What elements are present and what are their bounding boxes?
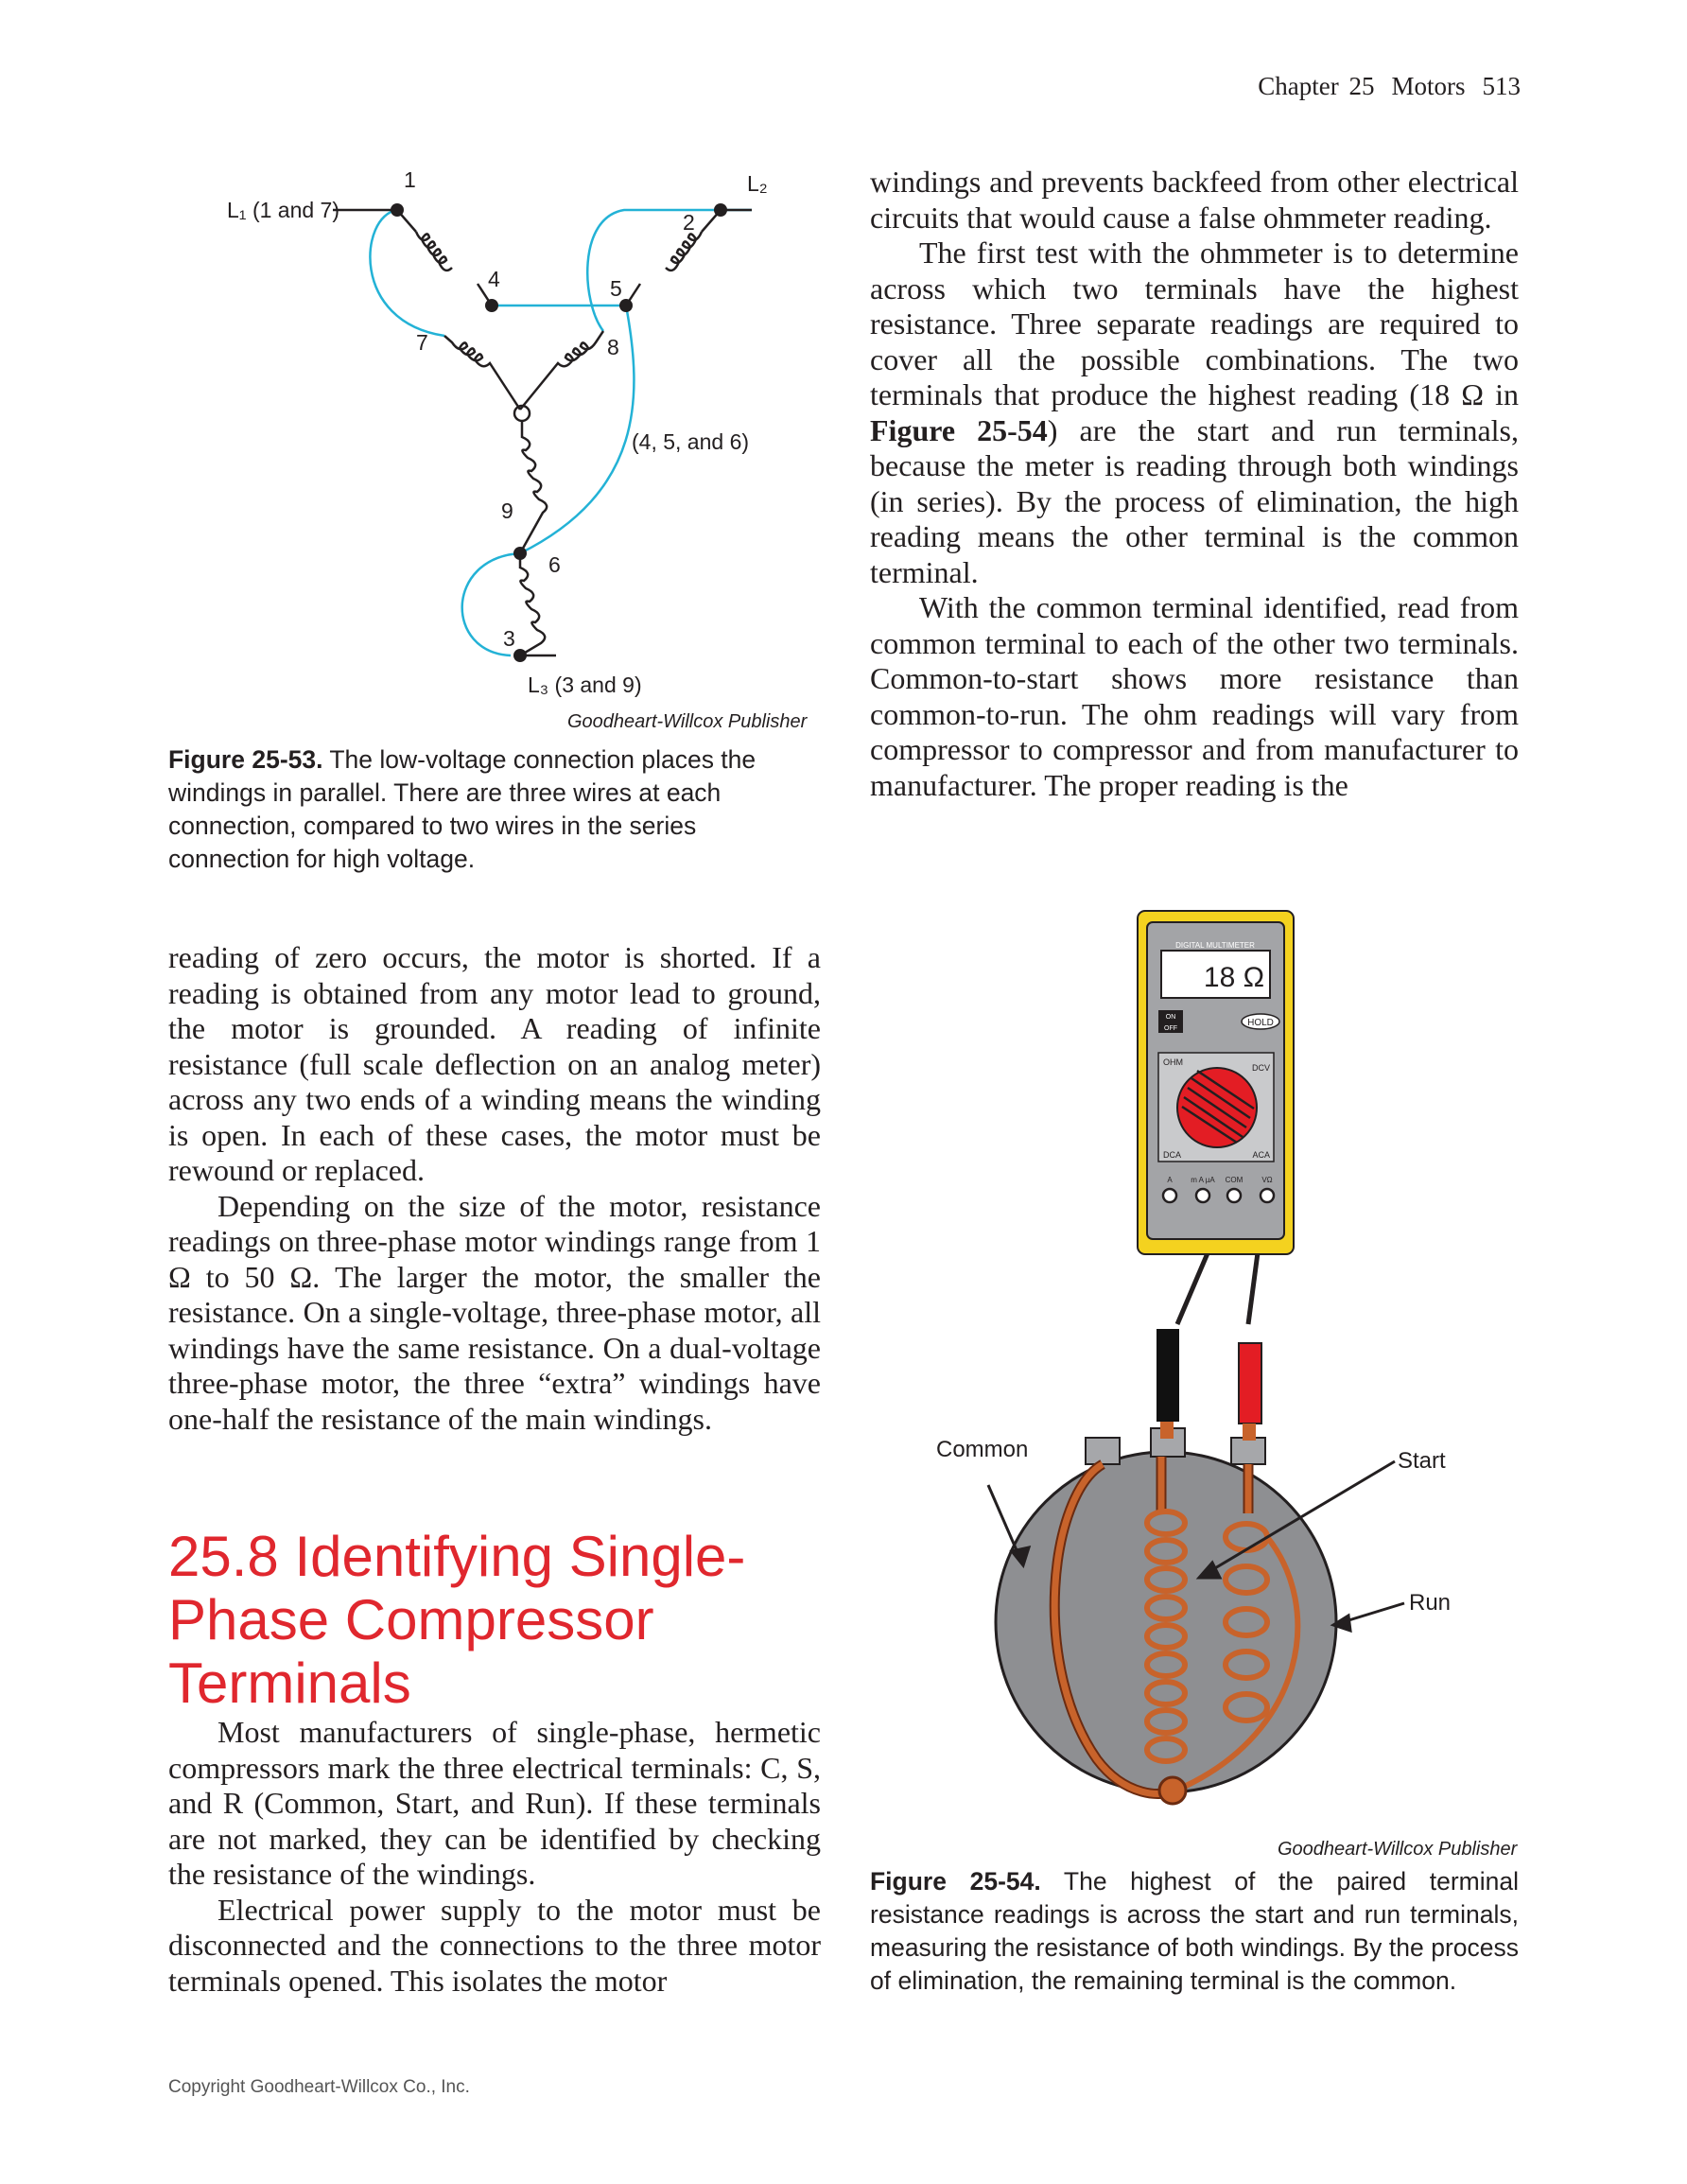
paragraph-part: The first test with the ohmmeter is to determine across which two terminals have the highest resistance. Three separate readings are required to cover all the possible combinations. The two terminals that produce the highest reading (18 Ω in xyxy=(870,236,1519,411)
figure-25-54-caption-text: The highest of the paired terminal resistance readings is across the start and run terminals, measuring the resistance of both windings. By the process of elimination, the remaining terminal is the common. xyxy=(870,1867,1519,1995)
paragraph: Most manufacturers of single-phase, hermetic compressors mark the three electrical terminals: C, S, and R (Common, Start, and Run). If these terminals are not marked, they can be identified by checking the resistance of the windings. xyxy=(168,1715,821,1891)
figure-25-53-caption xyxy=(168,743,821,876)
ohm-label: OHM xyxy=(1163,1057,1183,1067)
section-heading: 25.8 Identifying Single-Phase Compressor Terminals xyxy=(168,1525,746,1715)
dcv-label: DCV xyxy=(1251,1063,1270,1073)
label-terminal-4: 4 xyxy=(488,267,500,291)
aca-label: ACA xyxy=(1252,1150,1270,1160)
black-probe xyxy=(1157,1329,1179,1422)
jack-a-label: A xyxy=(1167,1176,1173,1184)
red-probe xyxy=(1239,1343,1261,1424)
label-group-456: (4, 5, and 6) xyxy=(632,429,750,454)
label-l3: L₃ (3 and 9) xyxy=(528,673,642,697)
figure-25-54-caption-label: Figure 25-54. xyxy=(870,1867,1041,1896)
jack-com-label: COM xyxy=(1225,1176,1244,1184)
chapter-title: Motors xyxy=(1391,72,1466,100)
label-run: Run xyxy=(1409,1590,1452,1616)
chapter-label: Chapter 25 xyxy=(1258,72,1375,100)
label-start: Start xyxy=(1398,1448,1446,1474)
label-common: Common xyxy=(936,1437,1029,1462)
label-l2: L₂ xyxy=(747,171,768,196)
label-terminal-6: 6 xyxy=(548,552,561,577)
label-terminal-9: 9 xyxy=(501,498,513,523)
paragraph xyxy=(870,236,1519,590)
figure-25-53-diagram xyxy=(189,156,832,724)
right-column xyxy=(870,165,1519,803)
figure-25-53-credit: Goodheart-Willcox Publisher xyxy=(567,711,808,732)
jack-ma-label: m A µA xyxy=(1191,1176,1215,1184)
figure-25-54-illustration xyxy=(908,903,1513,1835)
paragraph-part: ) are the start and run terminals, because the meter is reading through both windings (in series). By the process of elimination, the high reading means the other terminal is the common terminal. xyxy=(870,412,1519,589)
meter-reading: 18 Ω xyxy=(1203,962,1265,993)
copyright-footer: Copyright Goodheart-Willcox Co., Inc. xyxy=(168,2077,470,2097)
label-terminal-1: 1 xyxy=(404,167,416,192)
label-terminal-5: 5 xyxy=(610,276,622,301)
left-column-upper xyxy=(168,940,821,1437)
hold-label: HOLD xyxy=(1247,1018,1274,1028)
paragraph: windings and prevents backfeed from other electrical circuits that would cause a false ohmmeter reading. xyxy=(870,165,1519,235)
label-terminal-8: 8 xyxy=(607,335,619,359)
figure-reference-link: Figure 25-54 xyxy=(870,412,1048,447)
common-junction xyxy=(1159,1777,1186,1804)
figure-25-53-caption-text: The low-voltage connection places the windings in parallel. There are three wires at each connection, compared to two wires in the series connection for high voltage. xyxy=(168,745,757,873)
paragraph: Electrical power supply to the motor must be disconnected and the connections to the three motor terminals opened. This isolates the motor xyxy=(168,1892,821,1998)
meter-title: DIGITAL MULTIMETER xyxy=(1175,941,1255,950)
figure-25-54-credit: Goodheart-Willcox Publisher xyxy=(1278,1839,1518,1860)
power-off-label: OFF xyxy=(1164,1025,1177,1032)
label-terminal-7: 7 xyxy=(416,330,428,355)
paragraph: reading of zero occurs, the motor is shorted. If a reading is obtained from any motor lead to ground, the motor is grounded. A reading of infinite resistance (full scale deflection on an analog meter) across any two ends of a winding means the winding is open. In each of these cases, the motor must be rewound or replaced. xyxy=(168,940,821,1187)
terminal-run xyxy=(1231,1438,1265,1464)
figure-25-53-caption-label: Figure 25-53. xyxy=(168,745,323,774)
label-l1: L₁ (1 and 7) xyxy=(227,198,339,222)
paragraph: Depending on the size of the motor, resistance readings on three-phase motor windings range from 1 Ω to 50 Ω. The larger the motor, the smaller the resistance. On a single-voltage, three-phase motor, all windings have the same resistance. On a dual-voltage three-phase motor, the three “extra” windings have one-half the resistance of the main windings. xyxy=(168,1188,821,1436)
power-on-label: ON xyxy=(1165,1014,1176,1021)
dca-label: DCA xyxy=(1163,1150,1182,1160)
page-number: 513 xyxy=(1482,72,1521,100)
running-header xyxy=(1241,72,1521,101)
jack-v-label: VΩ xyxy=(1261,1176,1273,1184)
label-terminal-2: 2 xyxy=(683,210,695,235)
figure-25-54-caption xyxy=(870,1865,1519,1998)
left-column-lower xyxy=(168,1715,821,1999)
label-terminal-3: 3 xyxy=(503,626,515,651)
terminal-common xyxy=(1086,1438,1120,1464)
paragraph: With the common terminal identified, read from common terminal to each of the other two terminals. Common-to-start shows more resistance than common-to-run. The ohm readings will vary from compressor to compressor and from manufacturer to manufacturer. The proper reading is the xyxy=(870,590,1519,802)
